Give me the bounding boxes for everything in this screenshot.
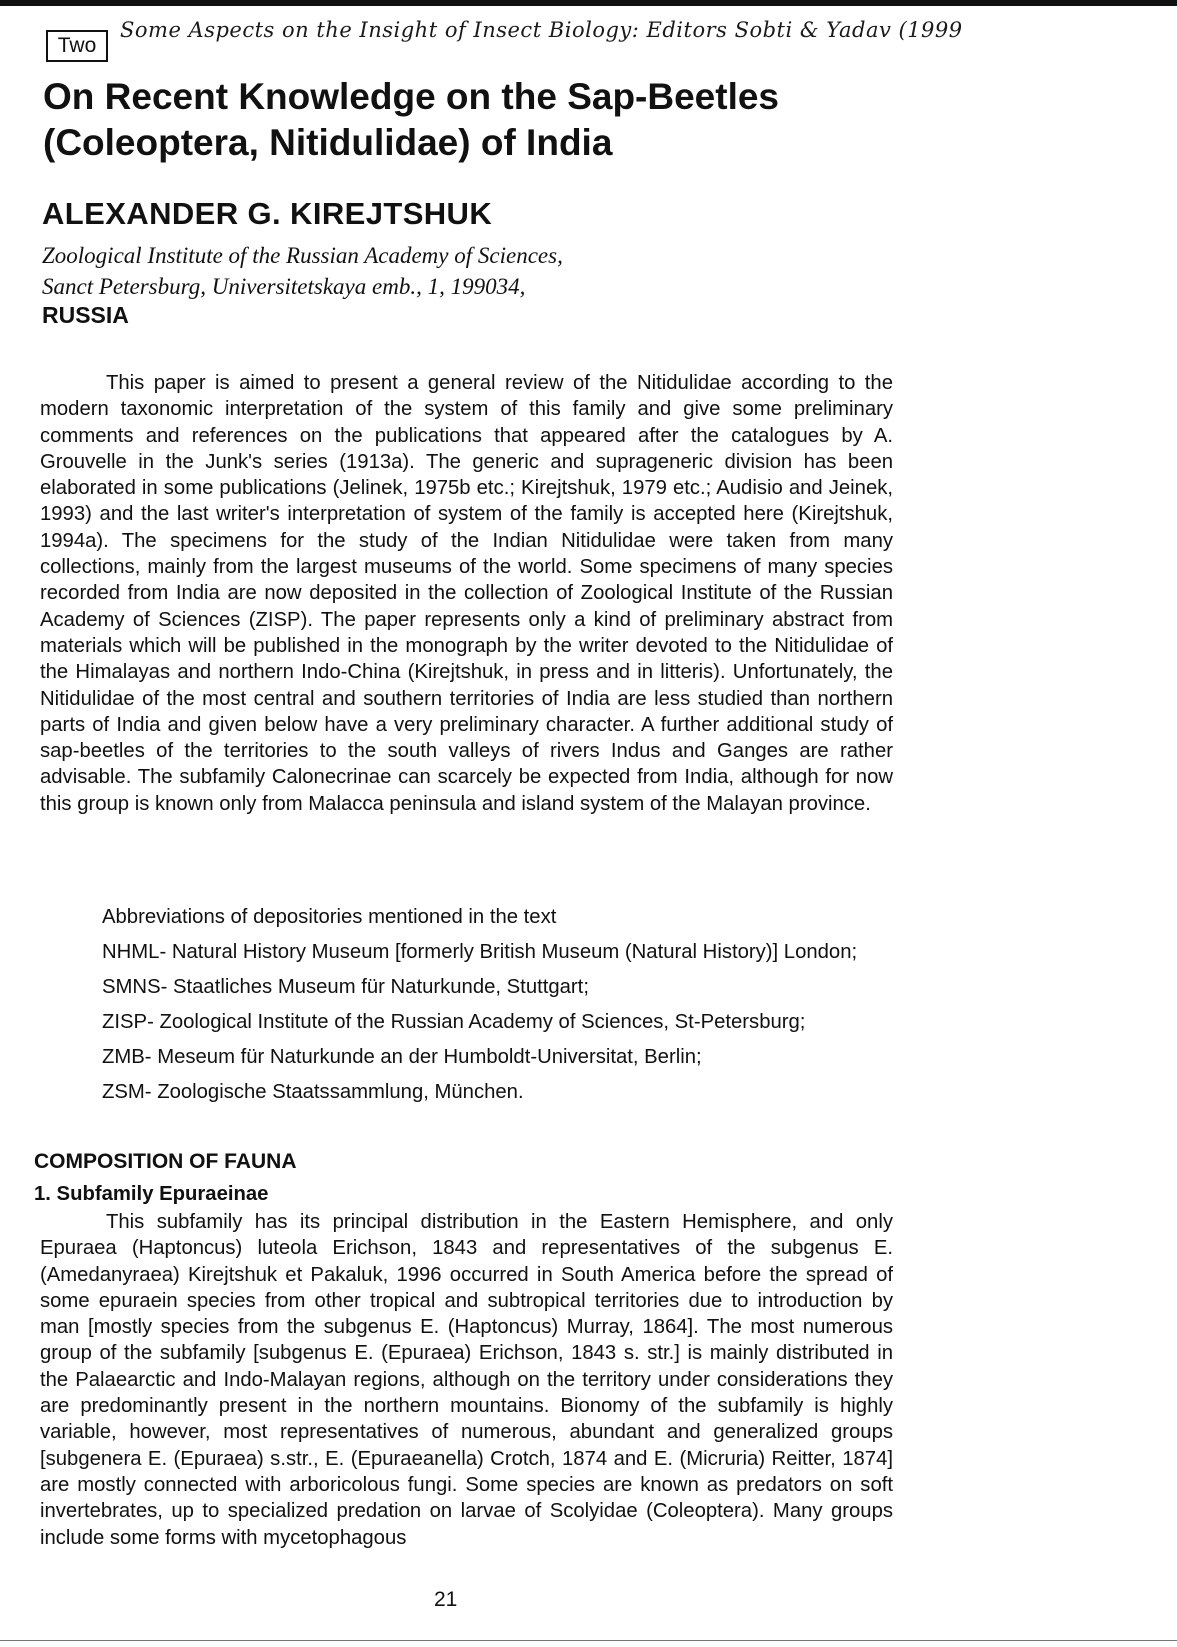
- subfamily-paragraph: This subfamily has its principal distribution in the Eastern Hemisphere, and only Epuraea (Haptoncus) luteola Erichson, 1843 and representatives of the subgenus E. (Amedanyraea) Kirejtshuk et Pakaluk, 1996 occurred in South America before the spread of some epuraein species from other tropical and subtropical territories due to introduction by man [mostly species from the subgenus E. (Haptoncus) Murray, 1864]. The most numerous group of the subfamily [subgenus E. (Epuraea) Erichson, 1843 s. str.] is mainly distributed in the Palaearctic and Indo-Malayan regions, although on the territory under considerations they are predominantly present in the northern mountains. Bionomy of the subfamily is highly variable, however, most representatives of numerous, abundant and generalized groups [subgenera E. (Epuraea) s.str., E. (Epuraeanella) Crotch, 1874 and E. (Micruria) Reitter, 1874] are mostly connected with arboricolous fungi. Some species are known as predators on soft invertebrates, up to specialized predation on larvae of Scolyidae (Coleoptera). Many groups include some forms with mycetophagous: [40, 1211, 893, 1549]
- abbreviations-list: [102, 904, 902, 1114]
- author-name: ALEXANDER G. KIREJTSHUK: [42, 196, 493, 231]
- affiliation-line: Sanct Petersburg, Universitetskaya emb., 1, 199034,: [42, 274, 526, 299]
- title-line: On Recent Knowledge on the Sap-Beetles: [43, 76, 780, 117]
- page-number: 21: [434, 1588, 458, 1611]
- chapter-number-box: Two: [46, 30, 108, 62]
- top-border: [0, 0, 1177, 6]
- bottom-edge-line: [0, 1640, 1177, 1641]
- abbreviation-entry: ZSM- Zoologische Staatssammlung, München.: [102, 1081, 524, 1103]
- title-line: (Coleoptera, Nitidulidae) of India: [43, 122, 613, 163]
- subsection-heading: 1. Subfamily Epuraeinae: [34, 1183, 269, 1205]
- intro-paragraph: This paper is aimed to present a general review of the Nitidulidae according to the modern taxonomic interpretation of the system of this family and give some preliminary comments and references on the publications that appeared after the catalogues by A. Grouvelle in the Junk's series (1913a). The generic and suprageneric division has been elaborated in some publications (Jelinek, 1975b etc.; Kirejtshuk, 1979 etc.; Audisio and Jeinek, 1993) and the last writer's interpretation of system of the family is accepted here (Kirejtshuk, 1994a). The specimens for the study of the Indian Nitidulidae were taken from many collections, mainly from the largest museums of the world. Some specimens of many species recorded from India are now deposited in the collection of Zoological Institute of the Russian Academy of Sciences (ZISP). The paper represents only a kind of preliminary abstract from materials which will be published in the monograph by the writer devoted to the Nitidulidae of the Himalayas and northern Indo-China (Kirejtshuk, in press and in litteris). Unfortunately, the Nitidulidae of the most central and southern territories of India are less studied than northern parts of India and given below have a very preliminary character. A further additional study of sap-beetles of the territories to the south valleys of rivers Indus and Ganges are rather advisable. The subfamily Calonecrinae can scarcely be expected from India, although for now this group is known only from Malacca peninsula and island system of the Malayan province.: [40, 372, 893, 815]
- abbreviation-entry: ZMB- Meseum für Naturkunde an der Humboldt-Universitat, Berlin;: [102, 1046, 702, 1068]
- abbreviation-entry: NHML- Natural History Museum [formerly British Museum (Natural History)] London;: [102, 941, 858, 963]
- abbreviation-entry: SMNS- Staatliches Museum für Naturkunde, Stuttgart;: [102, 976, 589, 998]
- author-affiliation: [42, 240, 842, 302]
- paper-title: [43, 74, 923, 166]
- section-heading: COMPOSITION OF FAUNA: [34, 1150, 297, 1173]
- handwritten-citation-note: Some Aspects on the Insight of Insect Biology: Editors Sobti & Yadav (1999: [120, 18, 963, 42]
- affiliation-line: Zoological Institute of the Russian Academy of Sciences,: [42, 243, 563, 268]
- abbreviation-entry: ZISP- Zoological Institute of the Russian Academy of Sciences, St-Petersburg;: [102, 1011, 806, 1033]
- affiliation-country: RUSSIA: [42, 302, 129, 328]
- abbreviations-heading: Abbreviations of depositories mentioned in the text: [102, 906, 557, 928]
